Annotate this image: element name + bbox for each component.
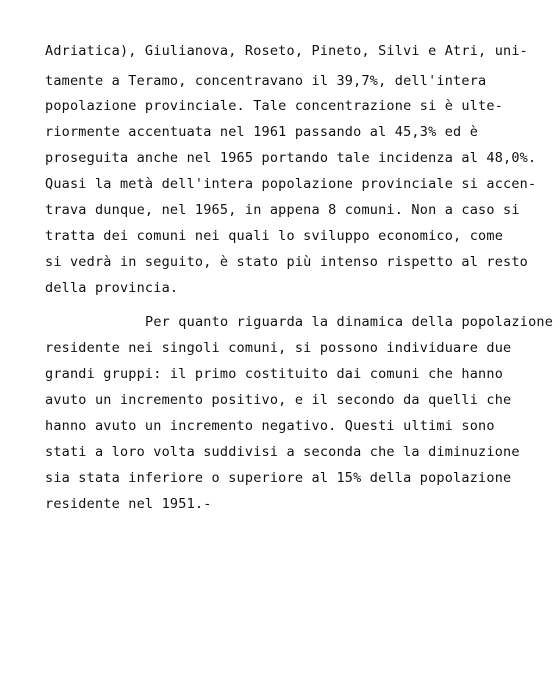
text-line: tamente a Teramo, concentravano il 39,7%, dell'intera — [45, 73, 487, 89]
text-line: grandi gruppi: il primo costituito dai comuni che hanno — [45, 366, 504, 382]
text-line: residente nel 1951.- — [45, 496, 212, 512]
text-line: popolazione provinciale. Tale concentrazione si è ulte- — [45, 98, 504, 114]
text-line: della provincia. — [45, 280, 179, 296]
text-line: Per quanto riguarda la dinamica della popolazione — [145, 314, 554, 330]
text-line: Adriatica), Giulianova, Roseto, Pineto, Silvi e Atri, uni- — [45, 43, 529, 59]
text-line: proseguita anche nel 1965 portando tale incidenza al 48,0%. — [45, 150, 537, 166]
text-line: Quasi la metà dell'intera popolazione provinciale si accen- — [45, 176, 537, 192]
text-line: tratta dei comuni nei quali lo sviluppo economico, come — [45, 228, 504, 244]
text-line: riormente accentuata nel 1961 passando al 45,3% ed è — [45, 124, 479, 140]
text-line: si vedrà in seguito, è stato più intenso rispetto al resto — [45, 254, 529, 270]
text-line: stati a loro volta suddivisi a seconda che la diminuzione — [45, 444, 520, 460]
text-line: sia stata inferiore o superiore al 15% della popolazione — [45, 470, 512, 486]
text-line: avuto un incremento positivo, e il secondo da quelli che — [45, 392, 512, 408]
text-line: hanno avuto un incremento negativo. Questi ultimi sono — [45, 418, 495, 434]
text-line: residente nei singoli comuni, si possono individuare due — [45, 340, 512, 356]
text-line: trava dunque, nel 1965, in appena 8 comuni. Non a caso si — [45, 202, 520, 218]
